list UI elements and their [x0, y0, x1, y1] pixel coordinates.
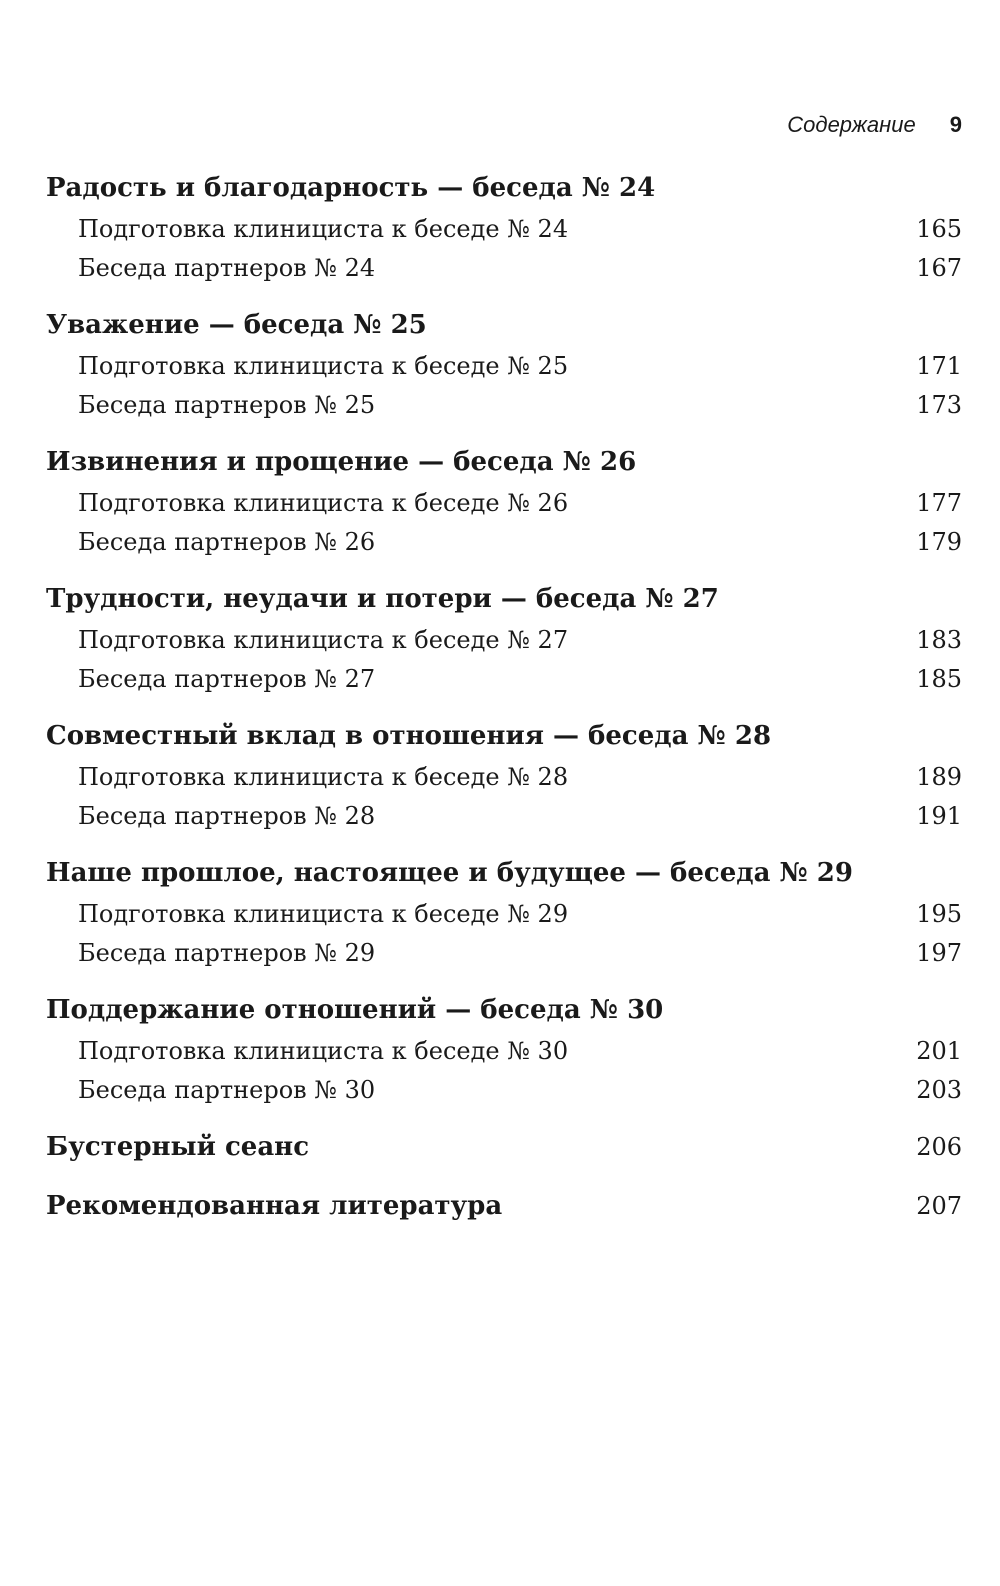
toc-section [46, 851, 962, 973]
running-head-page-number: 9 [949, 112, 962, 137]
entry-title: Беседа партнеров № 24 [78, 254, 376, 282]
toc-entry[interactable] [46, 210, 962, 249]
entry-page-number: 195 [916, 900, 962, 928]
entry-title: Подготовка клинициста к беседе № 30 [78, 1037, 569, 1065]
section-title: Извинения и прощение — беседа № 26 [46, 447, 637, 477]
section-page-number: 207 [916, 1192, 962, 1220]
running-head-title: Содержание [787, 112, 916, 137]
toc-section [46, 303, 962, 425]
entry-title: Подготовка клинициста к беседе № 27 [78, 626, 569, 654]
toc-section-heading[interactable] [46, 166, 962, 210]
entry-page-number: 191 [916, 802, 962, 830]
toc-section [46, 577, 962, 699]
entry-title: Беседа партнеров № 26 [78, 528, 376, 556]
entry-title: Подготовка клинициста к беседе № 28 [78, 763, 569, 791]
toc-section-heading[interactable] [46, 1125, 962, 1169]
running-head [787, 112, 962, 138]
toc-section [46, 1125, 962, 1169]
toc-entry[interactable] [46, 621, 962, 660]
entry-page-number: 203 [916, 1076, 962, 1104]
toc-section-heading[interactable] [46, 851, 962, 895]
toc-section-heading[interactable] [46, 1184, 962, 1228]
toc-section-heading[interactable] [46, 577, 962, 621]
toc-entry[interactable] [46, 895, 962, 934]
toc-entry[interactable] [46, 660, 962, 699]
entry-page-number: 197 [916, 939, 962, 967]
toc-entry[interactable] [46, 758, 962, 797]
section-title: Уважение — беседа № 25 [46, 310, 427, 340]
toc-section [46, 440, 962, 562]
toc-section-heading[interactable] [46, 440, 962, 484]
toc-entry[interactable] [46, 934, 962, 973]
section-title: Бустерный сеанс [46, 1132, 310, 1162]
table-of-contents [46, 166, 962, 1243]
entry-title: Подготовка клинициста к беседе № 26 [78, 489, 569, 517]
toc-section-heading[interactable] [46, 303, 962, 347]
toc-section [46, 166, 962, 288]
section-title: Поддержание отношений — беседа № 30 [46, 995, 664, 1025]
section-title: Совместный вклад в отношения — беседа № 28 [46, 721, 772, 751]
entry-title: Беседа партнеров № 30 [78, 1076, 376, 1104]
toc-section [46, 1184, 962, 1228]
toc-entry[interactable] [46, 249, 962, 288]
entry-page-number: 179 [916, 528, 962, 556]
entry-page-number: 173 [916, 391, 962, 419]
section-title: Радость и благодарность — беседа № 24 [46, 173, 656, 203]
toc-entry[interactable] [46, 1071, 962, 1110]
section-title: Трудности, неудачи и потери — беседа № 27 [46, 584, 719, 614]
entry-title: Беседа партнеров № 25 [78, 391, 376, 419]
toc-entry[interactable] [46, 523, 962, 562]
toc-entry[interactable] [46, 797, 962, 836]
entry-page-number: 177 [916, 489, 962, 517]
section-title: Рекомендованная литература [46, 1191, 503, 1221]
section-title: Наше прошлое, настоящее и будущее — беседа № 29 [46, 858, 853, 888]
toc-section-heading[interactable] [46, 714, 962, 758]
toc-section-heading[interactable] [46, 988, 962, 1032]
entry-page-number: 165 [916, 215, 962, 243]
entry-page-number: 183 [916, 626, 962, 654]
entry-title: Беседа партнеров № 28 [78, 802, 376, 830]
toc-entry[interactable] [46, 386, 962, 425]
entry-title: Подготовка клинициста к беседе № 25 [78, 352, 569, 380]
toc-entry[interactable] [46, 347, 962, 386]
section-page-number: 206 [916, 1133, 962, 1161]
toc-section [46, 988, 962, 1110]
entry-title: Беседа партнеров № 27 [78, 665, 376, 693]
entry-page-number: 189 [916, 763, 962, 791]
entry-page-number: 201 [916, 1037, 962, 1065]
entry-title: Подготовка клинициста к беседе № 24 [78, 215, 569, 243]
entry-title: Подготовка клинициста к беседе № 29 [78, 900, 569, 928]
entry-page-number: 167 [916, 254, 962, 282]
entry-title: Беседа партнеров № 29 [78, 939, 376, 967]
toc-entry[interactable] [46, 1032, 962, 1071]
entry-page-number: 171 [916, 352, 962, 380]
toc-section [46, 714, 962, 836]
entry-page-number: 185 [916, 665, 962, 693]
toc-entry[interactable] [46, 484, 962, 523]
